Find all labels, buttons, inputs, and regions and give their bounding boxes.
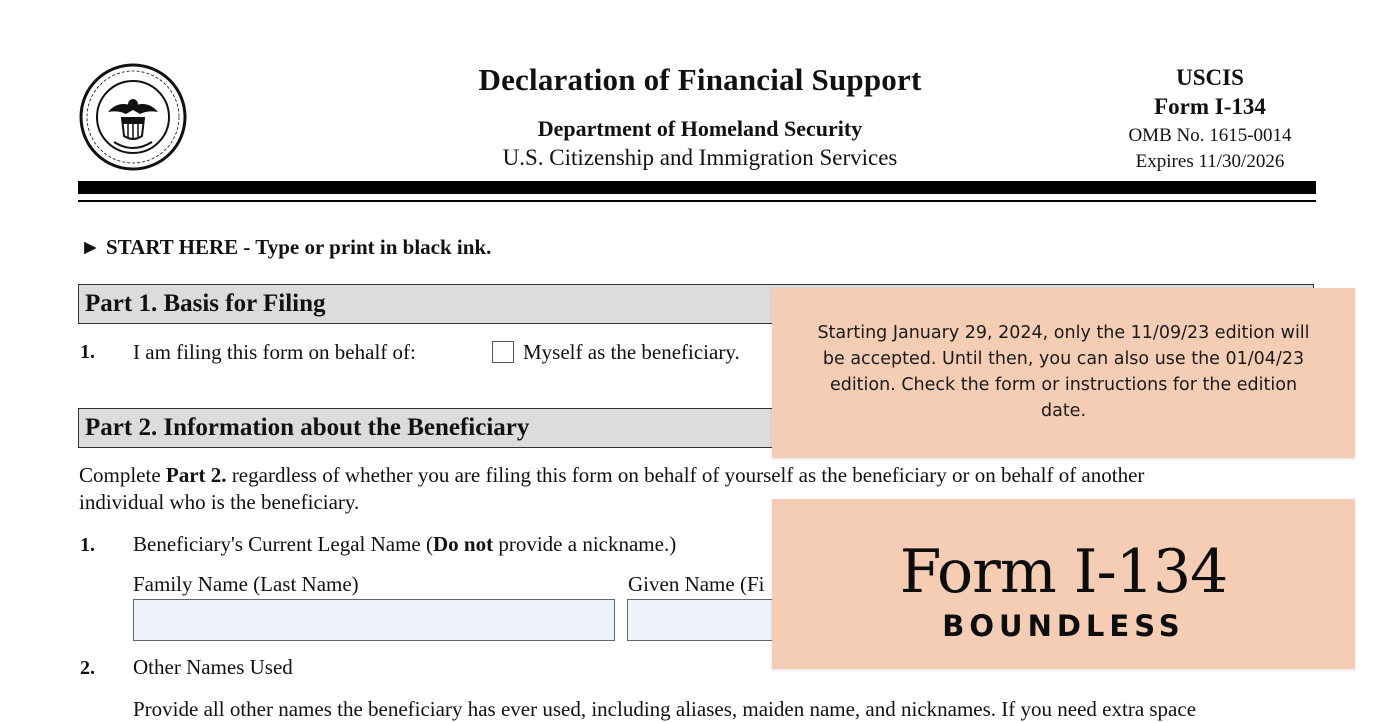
dhs-seal-icon — [78, 62, 188, 172]
brand-form-title: Form I-134 — [899, 537, 1228, 607]
edition-notice-overlay — [772, 288, 1355, 458]
other-names-instructions: Provide all other names the beneficiary has ever used, including aliases, maiden name, and nicknames. If you need extra space — [133, 697, 1197, 721]
other-names-label: Other Names Used — [133, 655, 293, 679]
omb-number: OMB No. 1615-0014 — [1128, 125, 1292, 146]
given-name-label: Given Name (Fi — [628, 572, 765, 596]
item1-suffix: provide a nickname.) — [493, 532, 677, 556]
agency-name: U.S. Citizenship and Immigration Services — [502, 145, 898, 170]
family-name-label: Family Name (Last Name) — [133, 572, 359, 596]
form-number: Form I-134 — [1154, 94, 1266, 119]
part2-intro — [79, 463, 1144, 488]
item1-bold: Do not — [433, 532, 494, 556]
myself-checkbox[interactable] — [492, 341, 514, 363]
intro-prefix: Complete — [79, 463, 166, 487]
part2-intro-line2: individual who is the beneficiary. — [79, 490, 360, 514]
intro-bold: Part 2. — [165, 463, 227, 487]
part2-heading: Part 2. Information about the Beneficiary — [78, 408, 1314, 448]
expiration-date: Expires 11/30/2026 — [1135, 151, 1285, 172]
form-id-block — [1100, 64, 1320, 174]
item1-prefix: Beneficiary's Current Legal Name ( — [133, 532, 433, 556]
brand-name: BOUNDLESS — [942, 609, 1185, 643]
form-title: Declaration of Financial Support — [478, 62, 922, 97]
myself-option-label: Myself as the beneficiary. — [523, 340, 740, 364]
part2-item2-number: 2. — [80, 657, 95, 679]
part1-item1-number: 1. — [80, 341, 95, 363]
agency-short: USCIS — [1176, 65, 1244, 90]
part2-item1-number: 1. — [80, 534, 95, 556]
part1-heading: Part 1. Basis for Filing — [78, 284, 1314, 324]
intro-rest: regardless of whether you are filing this form on behalf of yourself as the beneficiary or on behalf of another — [226, 463, 1145, 487]
start-here-instruction: ► START HERE - Type or print in black ink. — [80, 235, 492, 259]
brand-overlay — [772, 499, 1355, 669]
department-name: Department of Homeland Security — [537, 116, 863, 141]
edition-notice-text: Starting January 29, 2024, only the 11/09/23 edition will be accepted. Until then, you can also use the 01/04/23 edition. Check the form or instructions for the edition date. — [817, 323, 1310, 421]
family-name-input[interactable] — [133, 599, 615, 641]
part2-item1-label — [133, 532, 676, 557]
header-rule-thin — [78, 200, 1316, 202]
header-rule-thick — [78, 181, 1316, 194]
given-name-input[interactable] — [627, 599, 787, 641]
part1-item1-label: I am filing this form on behalf of: — [133, 340, 416, 364]
